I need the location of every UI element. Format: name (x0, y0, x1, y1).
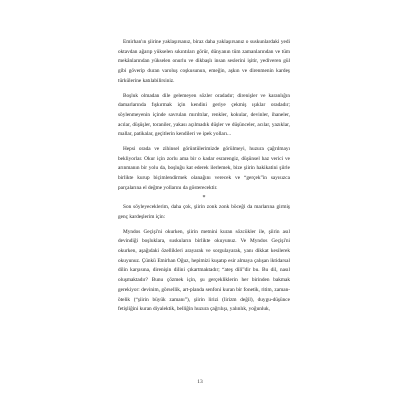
paragraph: Boşluk olmadan dile gelemeyen sözler oradadır; direnişler ve karanlığın damarlarında fışkırmak için kendini geriye çekmiş ışıklar oradadır; söylenmeyenin içinde savrulan mırıltılar, renkler, kokular, devinler, ihaneler, acılar, düşüşler, toraniler, yakası açılmadık düşler ve düşünceler, acılar, yazıklar, mallar, patikalar, geçitlerin kendileri ve ipek yolları... (118, 92, 290, 138)
paragraph: Emirhan'ın şiirine yaklaşırsanız, biraz daha yaklaşırsanız o suskunlardaki yedi oktavdan ağarıp yükselen sıkıntıları görür, dünyanın tüm zamanlarından ve tüm mekânlarından yükselen onurlu ve dikbaşlı insan seslerini işitir, yediveren gül gibi göverip duran varoluş coşkusunun, emeğin, aşkın ve direnmenin kardeş türkülerine katılabilirsiniz. (118, 39, 290, 84)
body-text (118, 38, 290, 315)
paragraph: Son söyleyeceklerim, daha çok, şiirin zonk zonk böceği da marlarına girmiş genç kardeşlerim için: (118, 204, 290, 220)
paragraph: Hepsi orada ve zihinsel görüntülerimizde görülmeyi, huzura çağrılmayı bekliyorlar. Okur için zorlu ama bir o kadar esrarengiz, düşünsel haz verici ve arınmanın bir yolu da, boşluğu kat ederek ilerlemek, bize şiirin hakikatini şiirle birlikte kurup biçimlendirmek olanağını verecek ve “gerçek”in sayısızca parçalarına el değme yollarını da gösterecektir. (118, 146, 290, 191)
page-number: 13 (197, 379, 203, 385)
paragraph: Myndos Geçişi'ni okurken, şiirin metnini kuran sözcükler ile, şiirin asıl devindiği boşluklara, suskuların birlikte okuyunuz. Ve Myndos Geçişi'ni okurken, aşağıdaki özellikleri arayarak ve sorgulayarak, yanı dikkat kesilerek okuyunuz. Çünkü Emirhan Oğuz, hepimizi kuşatıp esir almaya çalışan iktidarsal dilin karşısına, direnişin dilini çıkartmaktadır; “ateş dili”dir bu. Bu dil, nasıl oluşmaktadır? Bunu çözmek için, şu gerçekliklerin her birinden bakmak gerekiyor: devinim, görsellik, art-planda senfoni kuran bir fonetik, ritim, zaman-ötelik (“şiirin büyük zamanı”), şiirin lirizi (lirizm değil), duygu-düşünce fetişliğini kuran diyalektik, belliğin huzura çağrılışı, yalınlık, yoğunluk, (118, 228, 290, 313)
section-separator: * (202, 194, 206, 201)
